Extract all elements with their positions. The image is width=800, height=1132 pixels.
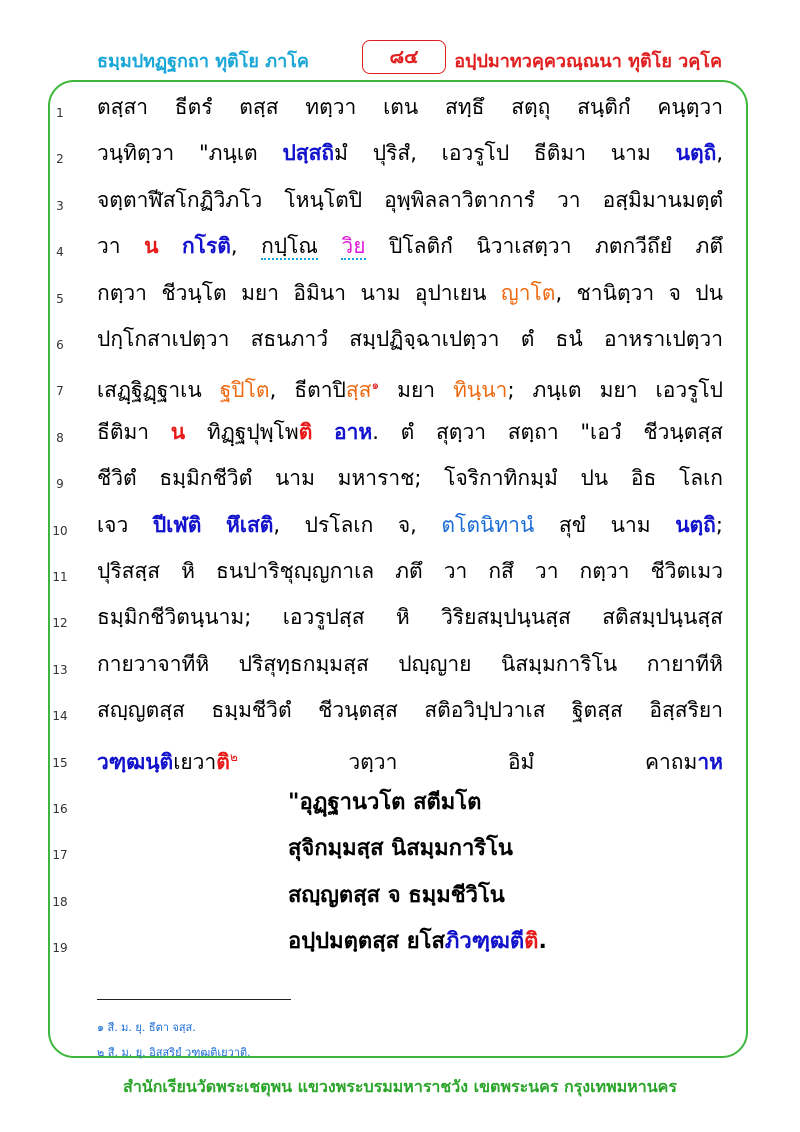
line-text (97, 90, 723, 124)
highlighted-word: ฐปิโต (219, 378, 270, 403)
text-run: เยวา (173, 749, 217, 774)
text-line (0, 740, 800, 786)
text-line (0, 90, 800, 136)
text-run: ปกฺโกสาเปตฺวา สธนภาวํ สมฺปฏิจฺฉาเปตฺวา ตํ ธนํ อาหราเปตฺวา (97, 327, 723, 351)
text-line (0, 554, 800, 600)
page-number: ๘๔ (362, 40, 446, 74)
line-text (97, 600, 723, 634)
header-book-title: ธมฺมปทฏฺฐกถา ทุติโย ภาโค (97, 51, 309, 72)
line-text (97, 415, 723, 449)
line-number: 5 (56, 291, 64, 306)
text-run: สญฺญตสฺส จ ธมฺมชีวิโน (288, 882, 505, 908)
text-line (0, 693, 800, 739)
highlighted-word: ๑ (371, 378, 380, 393)
line-number: 11 (52, 570, 68, 584)
header-chapter-title: อปฺปมาทวคฺควณฺณนา ทุติโย วคฺโค (454, 51, 722, 72)
line-number: 3 (56, 198, 64, 213)
text-run: ชีวิตํ ธมฺมิกชีวิตํ นาม มหาราช; โจริกาทิกมฺมํ ปน อิธ โลเก (97, 466, 723, 491)
footnote-1: ๑ สี. ม. ยุ. ธีตา จสฺส. (97, 1021, 196, 1034)
text-line (0, 183, 800, 229)
line-number: 14 (52, 709, 68, 724)
text-line (0, 229, 800, 275)
line-text (97, 229, 723, 263)
verse-line (0, 879, 800, 925)
text-run: อปฺปมตฺตสฺส ยโส (288, 929, 445, 955)
text-run: จตฺตาฬีสโกฏิวิภโว โหนฺโตปิ อุพฺพิลลาวิตาการํ วา อสฺมิมานมตฺตํ (97, 187, 723, 212)
highlighted-word: นตฺถิ (675, 141, 717, 166)
highlighted-word: อาห (334, 419, 373, 444)
highlighted-word: วิย (341, 234, 366, 259)
text-run: เสฏฺฐิฏฺฐาเน (97, 378, 220, 403)
text-line (0, 276, 800, 322)
verse-line (0, 925, 800, 971)
text-line (0, 136, 800, 182)
text-run: วา (97, 234, 145, 259)
line-number: 13 (52, 662, 68, 677)
line-text (97, 276, 723, 310)
highlighted-word: นตฺถิ (675, 512, 716, 537)
text-line (0, 600, 800, 646)
text-run: วตฺวา อิมํ คาถม (237, 749, 698, 774)
line-text (97, 183, 723, 217)
line-text (97, 461, 723, 495)
highlighted-word: าห (697, 749, 723, 774)
text-run: ; (715, 512, 723, 537)
line-number: 7 (56, 384, 64, 399)
text-run: , (230, 234, 262, 259)
text-run: , ชานิตฺวา จ ปน (555, 280, 723, 305)
text-run: สญฺญตสฺส ธมฺมชีวิตํ ชีวนฺตสฺส สติอวิปฺปวาเส ฐิตสฺส อิสฺสริยา (97, 698, 723, 723)
highlighted-word: ภิวฑฺฒตี (444, 929, 525, 955)
text-run: ธีติมา (97, 419, 171, 444)
text-run: "อุฏฺฐานวโต สตีมโต (288, 790, 482, 815)
line-number: 17 (52, 848, 68, 863)
text-run: , ธีตาปิ (269, 378, 346, 403)
page-header (0, 40, 800, 80)
line-number: 12 (52, 616, 68, 631)
highlighted-word: ทินฺนา (453, 378, 508, 403)
text-run: มํ ปุริสํ, เอวรูโป ธีติมา นาม (334, 141, 676, 166)
highlighted-word: ๒ (229, 749, 238, 764)
highlighted-word: ปสฺสถิ (282, 141, 335, 166)
line-text (97, 508, 723, 542)
text-line (0, 647, 800, 693)
highlighted-word: กปฺโณ (261, 234, 318, 259)
line-text (288, 786, 708, 820)
page-footer: สำนักเรียนวัดพระเชตุพน แขวงพระบรมมหาราชวัง เขตพระนคร กรุงเทพมหานคร (123, 1077, 677, 1096)
line-text (288, 879, 708, 913)
highlighted-word: หึเสติ (225, 512, 274, 537)
line-number: 19 (52, 941, 68, 956)
text-run (312, 420, 334, 444)
line-text (97, 693, 723, 727)
text-run: , ปรโลเก จ, (273, 512, 442, 537)
verse-line (0, 832, 800, 878)
highlighted-word: กโรติ (181, 234, 231, 259)
highlighted-word: สฺส (345, 378, 372, 403)
text-run: สุจิกมฺมสฺส นิสมฺมการิโน (288, 836, 513, 862)
highlighted-word: ติ (216, 749, 230, 774)
line-number: 15 (52, 755, 68, 770)
text-run: เจว (97, 512, 153, 537)
text-run (158, 234, 182, 258)
line-number: 9 (56, 477, 64, 492)
line-text (288, 925, 708, 959)
highlighted-word: น (170, 419, 186, 444)
line-number: 16 (52, 802, 68, 816)
text-run: สุขํ นาม (534, 512, 676, 537)
line-text (97, 136, 723, 170)
footnote-2: ๒ สี. ม. ยุ. อิสฺสริยํ วฑฺฒติเยวาติ. (97, 1046, 251, 1059)
text-run: , (716, 141, 723, 166)
line-number: 8 (56, 430, 64, 445)
text-run: ; ภนฺเต มยา เอวรูโป (507, 378, 724, 403)
text-run (318, 234, 342, 258)
text-run: ปิโลติกํ นิวาเสตฺวา ภตกวีถึยํ ภตึ (365, 234, 723, 259)
line-text (97, 554, 723, 588)
highlighted-word: ตโตนิทานํ (441, 512, 535, 537)
line-number: 10 (52, 523, 68, 538)
text-run (201, 513, 226, 537)
line-number: 1 (56, 106, 64, 120)
text-run: ตสฺสา ธีตรํ ตสฺส ทตฺวา เตน สทฺธึ สตฺถุ สนฺติกํ คนฺตฺวา (97, 95, 723, 119)
verse-line (0, 786, 800, 832)
text-run: วนฺทิตฺวา "ภนฺเต (97, 141, 283, 166)
text-run: . ตํ สุตฺวา สตฺถา "เอวํ ชีวนฺตสฺส (372, 419, 724, 444)
highlighted-word: วฑฺฒนฺติ (97, 749, 174, 774)
text-run: ธมฺมิกชีวิตนฺนาม; เอวรูปสฺส หิ วิริยสมฺปนฺนสฺส สติสมฺปนฺนสฺส (97, 605, 723, 630)
highlighted-word: ปีเฬติ (152, 512, 202, 537)
text-run: มยา (379, 378, 454, 403)
line-text (97, 740, 723, 779)
line-number: 6 (56, 338, 64, 352)
highlighted-word: ติ (524, 929, 539, 955)
text-line (0, 368, 800, 414)
text-line (0, 415, 800, 461)
line-text (97, 647, 723, 681)
text-run: ทิฏฺฐปุพฺโพ (185, 419, 299, 444)
text-run: . (538, 929, 547, 955)
footnote-divider (97, 999, 291, 1000)
line-text (97, 368, 723, 407)
line-text (288, 832, 708, 866)
text-run: กายวาจาทีหิ ปริสุทฺธกมฺมสฺส ปญฺญาย นิสมฺมการิโน กายาทีหิ (97, 651, 723, 676)
highlighted-word: น (144, 234, 159, 259)
line-number: 4 (56, 245, 64, 260)
text-line (0, 322, 800, 368)
line-number: 18 (52, 894, 68, 909)
highlighted-word: ญาโต (500, 280, 556, 305)
text-run: กตฺวา ชีวนฺโต มยา อิมินา นาม อุปาเยน (97, 280, 501, 305)
highlighted-word: ติ (298, 419, 313, 444)
line-text (97, 322, 723, 356)
text-run: ปุริสสฺส หิ ธนปาริชุญฺญกาเล ภตึ วา กสึ วา กตฺวา ชีวิตเมว (97, 559, 723, 583)
text-line (0, 461, 800, 507)
text-line (0, 508, 800, 554)
line-number: 2 (56, 152, 64, 167)
